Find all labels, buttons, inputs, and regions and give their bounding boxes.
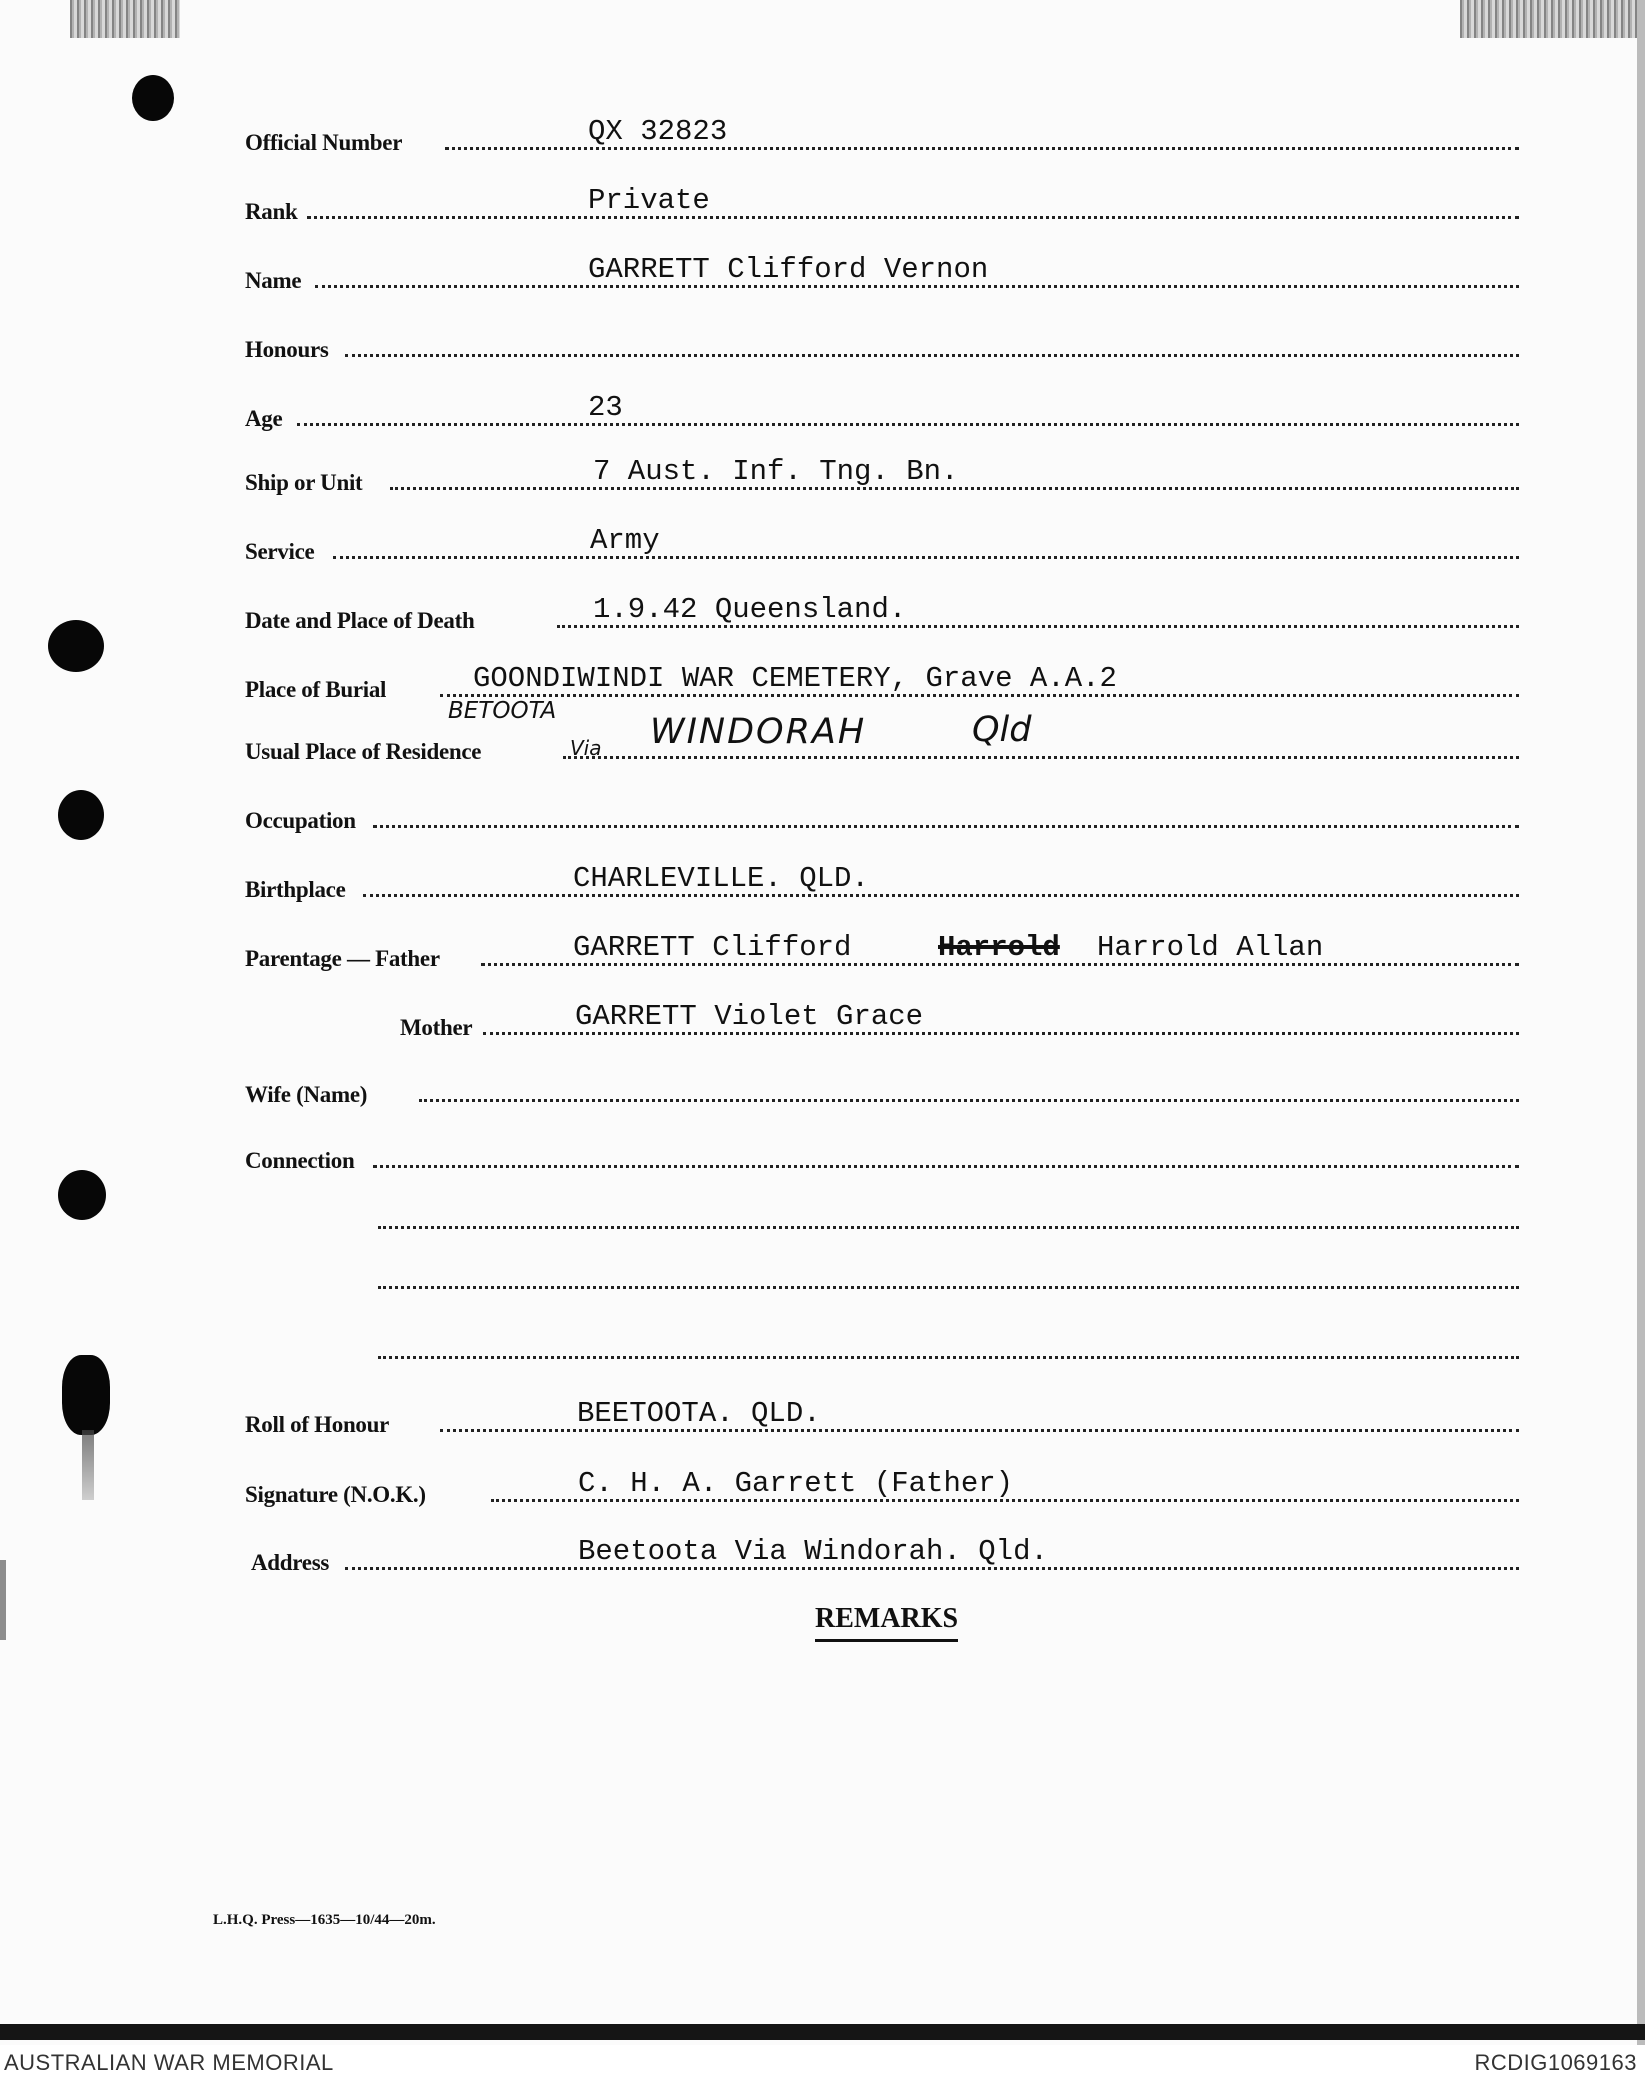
scan-bottom-edge bbox=[0, 2024, 1645, 2040]
ship-or-unit-value: 7 Aust. Inf. Tng. Bn. bbox=[593, 455, 959, 488]
address-value: Beetoota Via Windorah. Qld. bbox=[578, 1535, 1048, 1568]
handwritten-residence-main: WINDORAH bbox=[650, 712, 867, 752]
row-age bbox=[245, 386, 1519, 436]
official-number-label: Official Number bbox=[245, 130, 403, 155]
row-honours bbox=[245, 317, 1519, 367]
official-number-value: QX 32823 bbox=[588, 115, 728, 148]
row-father bbox=[245, 926, 1519, 976]
wife-label: Wife (Name) bbox=[245, 1082, 368, 1107]
printer-imprint: L.H.Q. Press—1635—10/44—20m. bbox=[213, 1912, 436, 1928]
row-service bbox=[245, 519, 1519, 569]
dotted-line bbox=[345, 354, 1519, 357]
row-birthplace bbox=[245, 857, 1519, 907]
occupation-label: Occupation bbox=[245, 808, 356, 833]
birthplace-value: CHARLEVILLE. QLD. bbox=[573, 862, 869, 895]
remarks-heading: REMARKS bbox=[815, 1603, 958, 1642]
age-value: 23 bbox=[588, 391, 623, 424]
age-label: Age bbox=[245, 406, 283, 431]
scan-edge-noise bbox=[70, 0, 180, 38]
scan-smear bbox=[82, 1430, 94, 1500]
roll-of-honour-label: Roll of Honour bbox=[245, 1412, 390, 1437]
row-wife bbox=[245, 1062, 1519, 1112]
punch-hole bbox=[132, 75, 174, 121]
row-usual-residence bbox=[245, 719, 1519, 769]
dotted-line bbox=[307, 216, 1519, 219]
father-struck-text: Harrold bbox=[938, 931, 1060, 964]
punch-hole bbox=[48, 620, 104, 672]
dotted-line bbox=[363, 894, 1519, 897]
rank-label: Rank bbox=[245, 199, 298, 224]
row-roll-of-honour bbox=[245, 1392, 1519, 1442]
date-place-death-value: 1.9.42 Queensland. bbox=[593, 593, 907, 626]
rank-value: Private bbox=[588, 184, 710, 217]
scan-edge-noise bbox=[1460, 0, 1645, 38]
row-connection bbox=[245, 1128, 1519, 1178]
address-label: Address bbox=[251, 1550, 329, 1575]
row-mother bbox=[245, 995, 1519, 1045]
row-address bbox=[245, 1530, 1519, 1580]
signature-value: C. H. A. Garrett (Father) bbox=[578, 1467, 1014, 1500]
handwritten-state: Qld bbox=[972, 710, 1032, 750]
roll-of-honour-value: BEETOOTA. QLD. bbox=[577, 1397, 821, 1430]
usual-residence-label: Usual Place of Residence bbox=[245, 739, 482, 764]
connection-label: Connection bbox=[245, 1148, 355, 1173]
place-of-burial-value: GOONDIWINDI WAR CEMETERY, Grave A.A.2 bbox=[473, 662, 1117, 695]
footer-institution: AUSTRALIAN WAR MEMORIAL bbox=[4, 2050, 334, 2075]
mother-label: Mother bbox=[400, 1015, 473, 1040]
service-label: Service bbox=[245, 539, 315, 564]
name-value: GARRETT Clifford Vernon bbox=[588, 253, 989, 286]
scan-right-edge bbox=[1637, 0, 1645, 2045]
signature-label: Signature (N.O.K.) bbox=[245, 1482, 426, 1507]
ship-or-unit-label: Ship or Unit bbox=[245, 470, 363, 495]
dotted-line bbox=[373, 825, 1519, 828]
father-label: Parentage — Father bbox=[245, 946, 440, 971]
row-rank bbox=[245, 179, 1519, 229]
handwritten-residence-town: BETOOTA bbox=[448, 698, 557, 724]
handwritten-via: Via bbox=[570, 736, 602, 760]
honours-label: Honours bbox=[245, 337, 329, 362]
row-place-of-burial bbox=[245, 657, 1519, 707]
birthplace-label: Birthplace bbox=[245, 877, 346, 902]
row-date-place-death bbox=[245, 588, 1519, 638]
row-signature bbox=[245, 1462, 1519, 1512]
row-ship-or-unit bbox=[245, 450, 1519, 500]
dotted-line bbox=[333, 556, 1519, 559]
scan-left-edge bbox=[0, 1560, 6, 1640]
dotted-line bbox=[373, 1165, 1519, 1168]
father-value: GARRETT Clifford bbox=[573, 931, 852, 964]
dotted-line bbox=[563, 756, 1519, 759]
punch-hole bbox=[58, 790, 104, 840]
dotted-line bbox=[297, 423, 1519, 426]
connection-extra-line bbox=[378, 1356, 1519, 1359]
date-place-death-label: Date and Place of Death bbox=[245, 608, 475, 633]
row-name bbox=[245, 248, 1519, 298]
row-occupation bbox=[245, 788, 1519, 838]
service-value: Army bbox=[590, 524, 660, 557]
punch-hole bbox=[58, 1170, 106, 1220]
footer-record-id: RCDIG1069163 bbox=[1474, 2050, 1637, 2075]
punch-hole bbox=[62, 1355, 110, 1435]
connection-extra-line bbox=[378, 1226, 1519, 1229]
name-label: Name bbox=[245, 268, 302, 293]
archive-footer bbox=[0, 2045, 1645, 2082]
mother-value: GARRETT Violet Grace bbox=[575, 1000, 924, 1033]
connection-extra-line bbox=[378, 1286, 1519, 1289]
father-value-rest: Harrold Allan bbox=[1097, 931, 1324, 964]
place-of-burial-label: Place of Burial bbox=[245, 677, 387, 702]
dotted-line bbox=[419, 1099, 1519, 1102]
row-official-number bbox=[245, 110, 1519, 160]
